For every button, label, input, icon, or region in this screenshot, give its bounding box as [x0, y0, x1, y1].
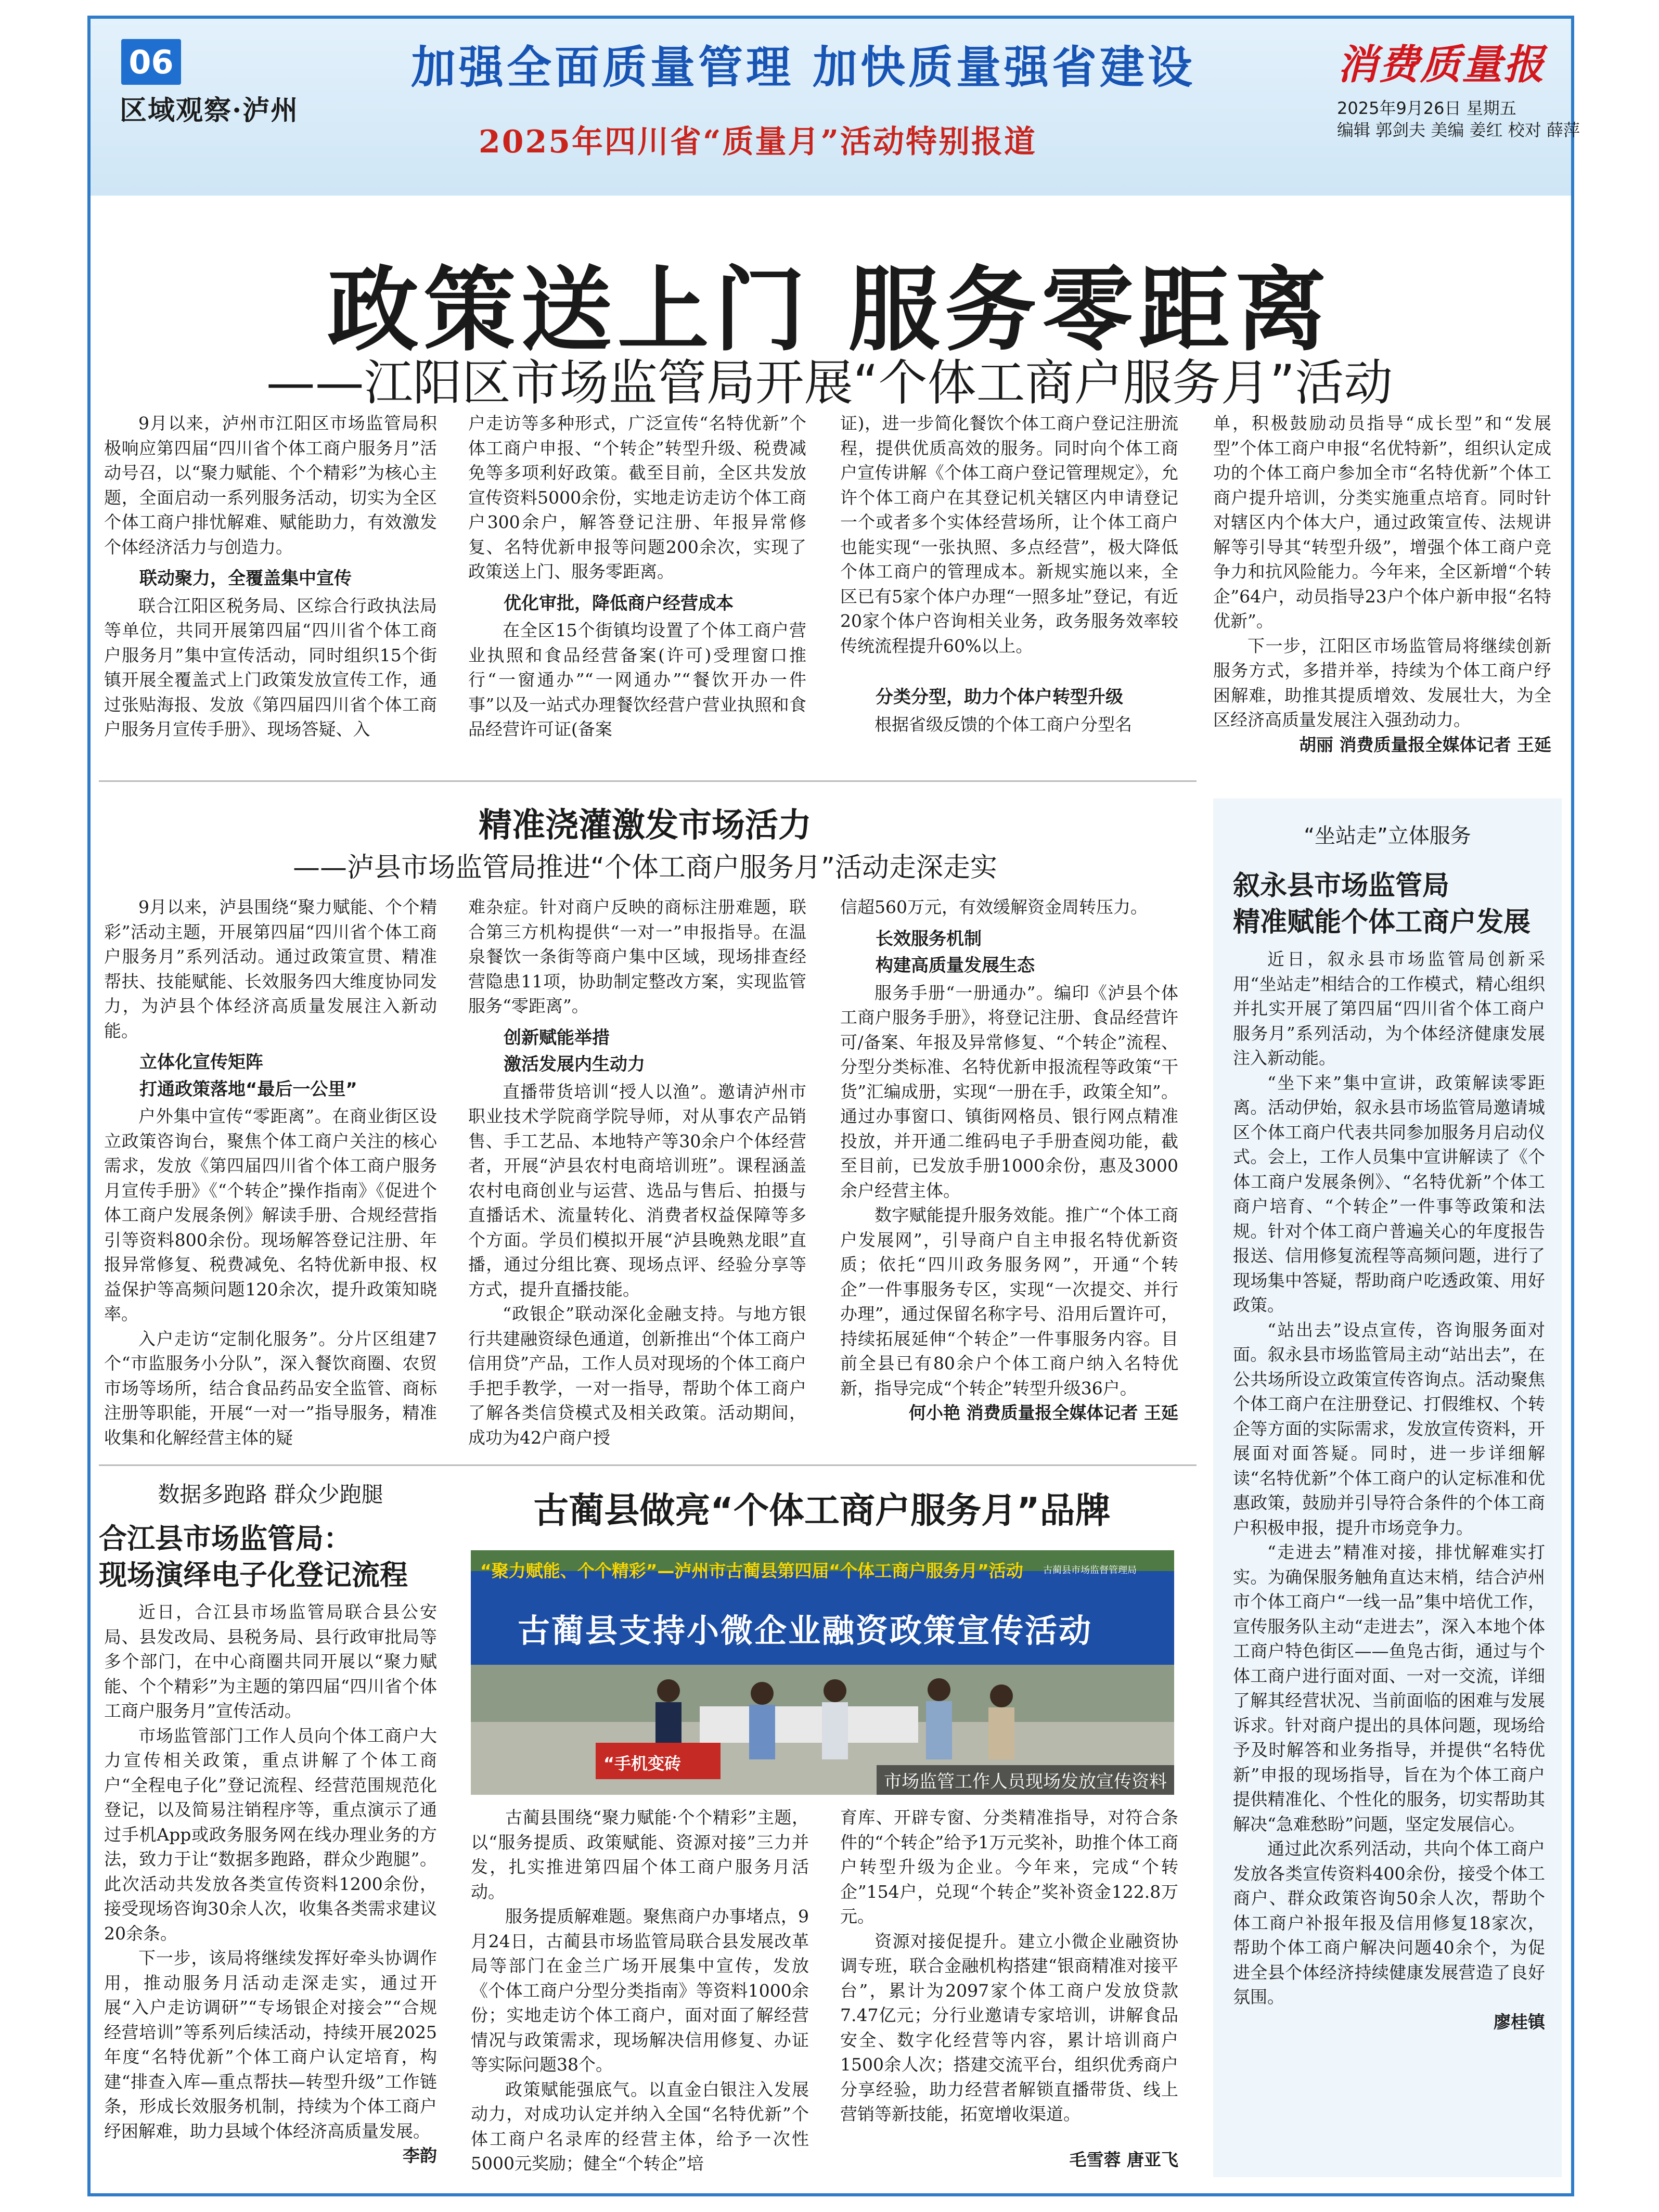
article2-column-1 [104, 895, 437, 1450]
section-heading: 打通政策落地“最后一公里” [139, 1078, 357, 1100]
paragraph: 单，积极鼓励动员指导“成长型”和“发展型”个体工商户申报“名优特新”，组织认定成功的个体工商户参加全市“名特优新”个体工商户提升培训，分类实施重点培育。同时针对辖区内个体大户，通过政策宣传、法规讲解等引导其“转型升级”，增强个体工商户竞争力和抗风险能力。今年来，全区新增“个转企”64户，动员指导23户个体户新申报“名特优新”。 [1213, 413, 1551, 631]
section-heading: 立体化宣传矩阵 [139, 1052, 263, 1073]
section-heading: 创新赋能举措 [504, 1027, 610, 1048]
event-photo-illustration [471, 1550, 1174, 1795]
section-heading: 联动聚力，全覆盖集中宣传 [139, 568, 352, 589]
paragraph: 资源对接促提升。建立小微企业融资协调专班，联合金融机构搭建“银商精准对接平台”，累计为2097家个体工商户发放贷款7.47亿元；分行业邀请专家培训，讲解食品安全、数字化经营等内容，累计培训商户1500余人次；搭建交流平台，组织优秀商户分享经验，助力经营者解锁直播带货、线上营销等新技能，拓宽增收渠道。 [840, 1931, 1178, 2124]
paragraph: 数字赋能提升服务效能。推广“个体工商户发展网”，引导商户自主申报名特优新资质；依托“四川政务服务网”，开通“个转企”一件事服务专区，实现“一次提交、并行办理”，通过保留名称字号、沿用后置许可，持续拓展延伸“个转企”一件事服务内容。目前全县已有80余户个体工商户纳入名特优新，指导完成“个转企”转型升级36户。 [840, 1205, 1178, 1398]
paragraph: 下一步，江阳区市场监管局将继续创新服务方式，多措并举，持续为个体工商户纾困解难，助推其提质增效、发展壮大，为全区经济高质量发展注入强劲动力。 [1213, 635, 1551, 730]
photo-sign: “手机变砖 [603, 1754, 681, 1773]
photo-caption: 市场监管工作人员现场发放宣传资料 [877, 1765, 1174, 1795]
paragraph: 证)，进一步简化餐饮个体工商户登记注册流程，提供优质高效的服务。同时向个体工商户宣传讲解《个体工商户登记管理规定》，允许个体工商户在其登记机关辖区内申请登记一个或者多个实体经营场所，让个体工商户也能实现“一张执照、多点经营”，极大降低个体工商户的管理成本。新规实施以来，全区已有5家个体户办理“一照多址”登记，有近20家个体户咨询相关业务，政务服务效率较传统流程提升60%以上。 [840, 413, 1178, 656]
banner-title: 加强全面质量管理 加快质量强省建设 [411, 42, 1195, 94]
paragraph: 政策赋能强底气。以直金白银注入发展动力，对成功认定并纳入全国“名特优新”个体工商户名录库的经营主体，给予一次性5000元奖励；健全“个转企”培 [471, 2079, 809, 2174]
paragraph: 通过此次系列活动，共向个体工商户发放各类宣传资料400余份，接受个体工商户、群众政策咨询50余人次，帮助个体工商户补报年报及信用修复18家次，帮助个体工商户解决问题40余个，为促进全县个体经济持续健康发展营造了良好氛围。 [1233, 1838, 1545, 2007]
article1-subtitle: ——江阳区市场监管局开展“个体工商户服务月”活动 [266, 355, 1393, 411]
paragraph: 户外集中宣传“零距离”。在商业街区设立政策咨询台，聚焦个体工商户关注的核心需求，发放《第四届四川省个体工商户服务月宣传手册》《“个转企”操作指南》《促进个体工商户发展条例》解读手册、合规经营指引等资料800余份。现场解答登记注册、年报异常修复、税费减免、名特优新申报、权益保护等高频问题120余次，提升政策知晓率。 [104, 1106, 437, 1324]
paragraph: 服务提质解难题。聚焦商户办事堵点，9月24日，古蔺县市场监管局联合县发展改革局等部门在金兰广场开展集中宣传，发放《个体工商户分型分类指南》等资料1000余份；实地走访个体工商户，面对面了解经营情况与政策需求，现场解决信用修复、办证等实际问题38个。 [471, 1906, 809, 2075]
page-number: 06 [121, 39, 181, 85]
byline: 何小艳 消费质量报全媒体记者 王延 [909, 1403, 1178, 1423]
article1-column-4 [1213, 411, 1551, 757]
article2-column-3 [840, 895, 1178, 1425]
paragraph: “政银企”联动深化金融支持。与地方银行共建融资绿色通道，创新推出“个体工商户信用贷”产品，工作人员对现场的个体工商户手把手教学，一对一指导，帮助个体工商户了解各类信贷模式及相关政策。活动期间，成功为42户商户授 [468, 1304, 806, 1448]
article4-title: 古蔺县做亮“个体工商户服务月”品牌 [533, 1490, 1111, 1532]
section-label: 区域观察·泸州 [120, 95, 299, 126]
sidebar-kicker: “坐站走”立体服务 [1304, 824, 1471, 848]
paragraph: 9月以来，泸州市江阳区市场监管局积极响应第四届“四川省个体工商户服务月”活动号召，以“聚力赋能、个个精彩”为核心主题，全面启动一系列服务活动，切实为全区个体工商户排忧解难、赋能助力，有效激发个体经济活力与创造力。 [104, 413, 437, 557]
issue-date: 2025年9月26日 星期五 [1337, 98, 1516, 118]
paragraph: “走进去”精准对接，排忧解难实打实。为确保服务触角直达末梢，结合泸州市个体工商户“一线一品”集中培优工作，宣传服务队主动“走进去”，深入本地个体工商户特色街区——鱼凫古街，通过与个体工商户进行面对面、一对一交流，详细了解其经营状况、当前面临的困难与发展诉求。针对商户提出的具体问题，现场给予及时解答和业务指导，并提供“名特优新”申报的现场指导，旨在为个体工商户提供精准化、个性化的服务，切实帮助其解决“急难愁盼”问题，坚定发展信心。 [1233, 1542, 1545, 1834]
section-heading: 激活发展内生动力 [504, 1054, 645, 1075]
sidebar-title-line2: 精准赋能个体工商户发展 [1233, 907, 1531, 938]
newspaper-logo: 消费质量报 [1337, 42, 1546, 88]
photo-banner-org: 古蔺县市场监督管理局 [1043, 1565, 1137, 1576]
paragraph: 难杂症。针对商户反映的商标注册难题，联合第三方机构提供“一对一”申报指导。在温泉餐饮一条街等商户集中区域，现场排查经营隐患11项，协助制定整改方案，实现监管服务“零距离”。 [468, 897, 806, 1016]
article1-title: 政策送上门 服务零距离 [327, 257, 1332, 364]
article3-body [104, 1600, 437, 2168]
photo-banner-line1: “聚力赋能、个个精彩”—泸州市古蔺县第四届“个体工商户服务月”活动 [480, 1561, 1023, 1581]
paragraph: 入户走访“定制化服务”。分片区组建7个“市监服务小分队”，深入餐饮商圈、农贸市场等场所，结合食品药品安全监管、商标注册等职能，开展“一对一”指导服务，精准收集和化解经营主体的疑 [104, 1328, 437, 1448]
paragraph: 户走访等多种形式，广泛宣传“名特优新”个体工商户申报、“个转企”转型升级、税费减免等多项利好政策。截至目前，全区共发放宣传资料5000余份，实地走访走访个体工商户300余户，解答登记注册、年报异常修复、名特优新申报等问题200余次，实现了政策送上门、服务零距离。 [468, 413, 806, 582]
byline: 李韵 [403, 2145, 437, 2166]
section-heading: 优化审批，降低商户经营成本 [504, 593, 734, 614]
paragraph: 服务手册“一册通办”。编印《泸县个体工商户服务手册》，将登记注册、食品经营许可/备案、年报及异常修复、“个转企”流程、分型分类标准、名特优新申报流程等政策“干货”汇编成册，实现“一册在手，政策全知”。通过办事窗口、镇街网格员、银行网点精准投放，并开通二维码电子手册查阅功能，截至目前，已发放手册1000余份，惠及3000余户经营主体。 [840, 982, 1178, 1201]
paragraph: “站出去”设点宣传，咨询服务面对面。叙永县市场监管局主动“站出去”，在公共场所设立政策宣传咨询点。活动聚焦个体工商户在注册登记、打假维权、个转企等方面的实际需求，发放宣传资料，开展面对面答疑。同时，进一步详细解读“名特优新”个体工商户的认定标准和优惠政策，鼓励并引导符合条件的个体工商户积极申报，提升市场竞争力。 [1233, 1319, 1545, 1538]
paragraph: 联合江阳区税务局、区综合行政执法局等单位，共同开展第四届“四川省个体工商户服务月”集中宣传活动，同时组织15个街镇开展全覆盖式上门政策发放宣传工作，通过张贴海报、发放《第四届四川省个体工商户服务月宣传手册》、现场答疑、入 [104, 595, 437, 739]
article1-column-2 [468, 411, 806, 742]
paragraph: 直播带货培训“授人以渔”。邀请泸州市职业技术学院商学院导师，对从事农产品销售、手工艺品、本地特产等30余户个体经营者，开展“泸县农村电商培训班”。课程涵盖农村电商创业与运营、选品与售后、拍摄与直播话术、流量转化、消费者权益保障等多个方面。学员们模拟开展“泸县晚熟龙眼”直播，通过分组比赛、现场点评、经验分享等方式，提升直播技能。 [468, 1081, 806, 1300]
paragraph: 下一步，该局将继续发挥好牵头协调作用，推动服务月活动走深走实，通过开展“入户走访调研”“专场银企对接会”“合规经营培训”等系列后续活动，持续开展2025年度“名特优新”个体工商户认定培育，构建“排查入库—重点帮扶—转型升级”工作链条，形成长效服务机制，持续为个体工商户纾困解难，助力县域个体经济高质量发展。 [104, 1948, 437, 2141]
article4-column-2 [840, 1805, 1178, 2172]
paragraph: 根据省级反馈的个体工商户分型名 [874, 714, 1132, 735]
paragraph: 在全区15个街镇均设置了个体工商户营业执照和食品经营备案(许可)受理窗口推行“一窗通办”“一网通办”“餐饮开办一件事”以及一站式办理餐饮经营户营业执照和食品经营许可证(备案 [468, 620, 806, 739]
article2-title: 精准浇灌激发市场活力 [479, 806, 812, 845]
article3-title-line1: 合江县市场监管局： [99, 1522, 352, 1555]
editor-credits: 编辑 郭剑夫 美编 姜红 校对 薛萍 [1337, 120, 1580, 140]
paragraph: 9月以来，泸县围绕“聚力赋能、个个精彩”活动主题，开展第四届“四川省个体工商户服务月”系列活动。通过政策宣贯、精准帮扶、技能赋能、长效服务四大维度协同发力，为泸县个体经济高质量发展注入新动能。 [104, 897, 437, 1041]
paragraph: 近日，合江县市场监管局联合县公安局、县发改局、县税务局、县行政审批局等多个部门，在中心商圈共同开展以“聚力赋能、个个精彩”为主题的第四届“四川省个体工商户服务月”宣传活动。 [104, 1602, 437, 1721]
paragraph: 近日，叙永县市场监管局创新采用“坐站走”相结合的工作模式，精心组织并扎实开展了第四届“四川省个体工商户服务月”系列活动，为个体经济健康发展注入新动能。 [1233, 949, 1545, 1068]
paragraph: 育库、开辟专窗、分类精准指导，对符合条件的“个转企”给予1万元奖补，助推个体工商户转型升级为企业。今年来，完成“个转企”154户，兑现“个转企”奖补资金122.8万元。 [840, 1807, 1178, 1926]
divider [99, 1464, 1197, 1466]
sidebar-title-line1: 叙永县市场监管局 [1233, 870, 1450, 902]
section-heading: 分类分型，助力个体户转型升级 [876, 687, 1123, 708]
sidebar-body [1233, 947, 1545, 2034]
section-heading: 构建高质量发展生态 [876, 955, 1035, 976]
byline: 廖桂镇 [1494, 2011, 1545, 2032]
byline: 毛雪蓉 唐亚飞 [1069, 2149, 1178, 2170]
article2-subtitle: ——泸县市场监管局推进“个体工商户服务月”活动走深走实 [293, 852, 997, 883]
event-photo [471, 1550, 1174, 1795]
banner-subtitle: 2025年四川省“质量月”活动特别报道 [479, 124, 1037, 160]
paragraph: 市场监管部门工作人员向个体工商户大力宣传相关政策，重点讲解了个体工商户“全程电子化”登记流程、经营范围规范化登记，以及简易注销程序等，重点演示了通过手机App或政务服务网在线办理业务的方法，致力于让“数据多跑路，群众少跑腿”。此次活动共发放各类宣传资料1200余份，接受现场咨询30余人次，收集各类需求建议20余条。 [104, 1725, 437, 1944]
byline: 胡丽 消费质量报全媒体记者 王延 [1299, 734, 1551, 755]
article3-title-line2: 现场演绎电子化登记流程 [99, 1559, 408, 1591]
paragraph: 信超560万元，有效缓解资金周转压力。 [840, 897, 1148, 917]
article1-column-1 [104, 411, 437, 742]
paragraph: “坐下来”集中宣讲，政策解读零距离。活动伊始，叙永县市场监管局邀请城区个体工商户代表共同参加服务月启动仪式。会上，工作人员集中宣讲解读了《个体工商户发展条例》、“名特优新”个体工商户培育、“个转企”一件事等政策和法规。针对个体工商户普遍关心的年度报告报送、信用修复流程等高频问题，进行了现场集中答疑，帮助商户吃透政策、用好政策。 [1233, 1072, 1545, 1315]
article2-column-2 [468, 895, 806, 1450]
section-heading: 长效服务机制 [876, 928, 982, 949]
divider [99, 780, 1197, 782]
article3-kicker: 数据多跑路 群众少跑腿 [158, 1482, 383, 1507]
photo-banner-line2: 古蔺县支持小微企业融资政策宣传活动 [518, 1612, 1093, 1650]
paragraph: 古蔺县围绕“聚力赋能·个个精彩”主题，以“服务提质、政策赋能、资源对接”三力并发，扎实推进第四届个体工商户服务月活动。 [471, 1807, 809, 1902]
article1-column-3 [840, 411, 1178, 737]
article4-column-1 [471, 1805, 809, 2176]
